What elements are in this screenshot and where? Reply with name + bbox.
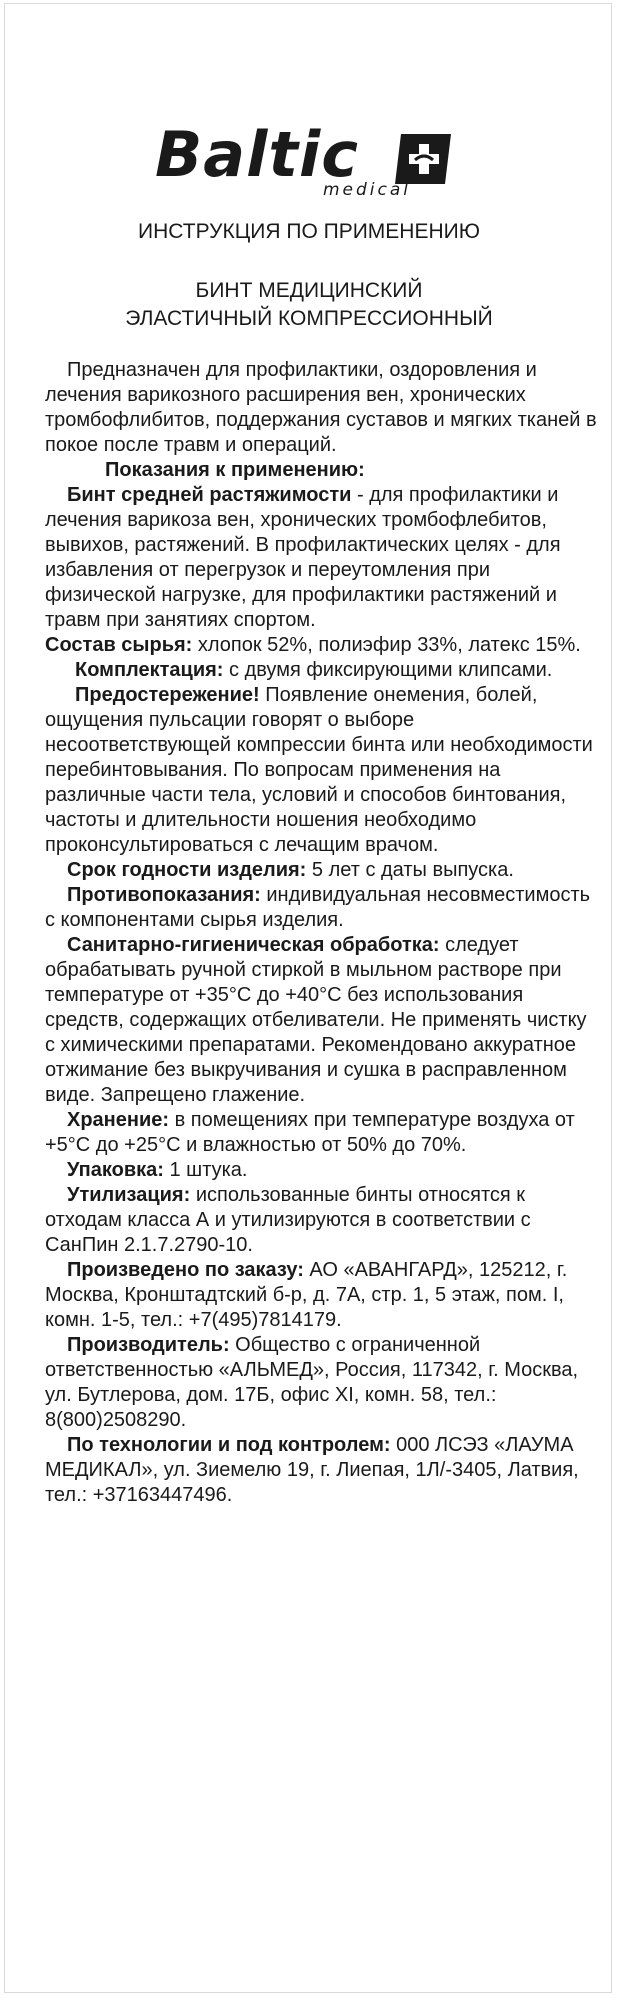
sanitary-label: Санитарно-гигиеническая обработка: xyxy=(67,934,440,956)
warning-text: Появление онемения, болей, ощущения пульсации говорят о выборе несоответствующей компрессии бинта или необходимости перебинтовывания. По вопросам применения на различные части тела, условий и способов бинтования, частоты и длительности ношения необходимо проконсультироваться с лечащим врачом. xyxy=(45,684,593,856)
disposal-label: Утилизация: xyxy=(67,1184,191,1206)
storage-paragraph xyxy=(45,1108,600,1158)
contraindications-label: Противопоказания: xyxy=(67,884,261,906)
composition-label: Состав сырья: xyxy=(45,634,193,656)
indications-text: - для профилактики и лечения варикоза вен, хронических тромбофлебитов, вывихов, растяжений. В профилактических целях - для избавления от перегрузок и переутомления при физической нагрузке, для профилактики растяжений и травм при занятиях спортом. xyxy=(45,484,561,631)
contraindications-paragraph xyxy=(45,883,600,933)
ordered-by-paragraph xyxy=(45,1258,600,1333)
kit-label: Комплектация: xyxy=(75,659,224,681)
technology-label: По технологии и под контролем: xyxy=(67,1434,391,1456)
sanitary-text: следует обрабатывать ручной стиркой в мыльном растворе при температуре от +35°С до +40°С без использования средств, содержащих отбеливатели. Не применять чистку с химическими препаратами. Рекомендовано аккуратное отжимание без выкручивания и сушка в расправленном виде. Запрещено глажение. xyxy=(45,934,587,1106)
shelf-life-label: Срок годности изделия: xyxy=(67,859,307,881)
contraindications-text: индивидуальная несовместимость с компонентами сырья изделия. xyxy=(45,884,591,931)
brand-subtitle: medical xyxy=(323,180,412,200)
brand-name: Baltic xyxy=(155,118,359,191)
product-title-line2: ЭЛАСТИЧНЫЙ КОМПРЕССИОННЫЙ xyxy=(125,307,493,330)
shelf-life-text: 5 лет с даты выпуска. xyxy=(306,859,514,881)
indications-label: Бинт средней растяжимости xyxy=(67,484,352,506)
ordered-by-label: Произведено по заказу: xyxy=(67,1259,304,1281)
manufacturer-text: Общество с ограниченной ответственностью «АЛЬМЕД», Россия, 117342, г. Москва, ул. Бутлерова, дом. 17Б, офис XI, комн. 58, тел.: 8(800)2508290. xyxy=(45,1334,579,1431)
technology-paragraph xyxy=(45,1433,600,1508)
product-title-line1: БИНТ МЕДИЦИНСКИЙ xyxy=(195,279,423,302)
kit-text: с двумя фиксирующими клипсами. xyxy=(223,659,553,681)
package-label: Упаковка: xyxy=(67,1159,164,1181)
instruction-heading: ИНСТРУКЦИЯ ПО ПРИМЕНЕНИЮ xyxy=(138,220,480,243)
composition-text: хлопок 52%, полиэфир 33%, латекс 15%. xyxy=(192,634,581,656)
disposal-text: использованные бинты относятся к отходам класса А и утилизируются в соответствии с СанПин 2.1.7.2790-10. xyxy=(45,1184,531,1256)
technology-text: 000 ЛСЭЗ «ЛАУМА МЕДИКАЛ», ул. Зиемелю 19, г. Лиепая, 1Л/-3405, Латвия, тел.: +37163447496. xyxy=(45,1434,579,1506)
instruction-leaflet xyxy=(4,3,612,1993)
ordered-by-text: АО «АВАНГАРД», 125212, г. Москва, Кронштадтский б-р, д. 7А, стр. 1, 5 этаж, пом. I, комн. 1-5, тел.: +7(495)7814179. xyxy=(45,1259,568,1331)
storage-label: Хранение: xyxy=(67,1109,170,1131)
manufacturer-label: Производитель: xyxy=(67,1334,230,1356)
shelf-life-paragraph xyxy=(45,858,600,883)
storage-text: в помещениях при температуре воздуха от +5°С до +25°С и влажностью от 50% до 70%. xyxy=(45,1109,575,1156)
indications-paragraph xyxy=(45,483,600,633)
intro-paragraph: Предназначен для профилактики, оздоровления и лечения варикозного расширения вен, хронических тромбофлибитов, поддержания суставов и мягких тканей в покое после травм и операций. xyxy=(45,359,597,456)
composition-paragraph xyxy=(45,633,600,658)
warning-label: Предостережение! xyxy=(75,684,260,706)
disposal-paragraph xyxy=(45,1183,600,1258)
warning-paragraph xyxy=(45,683,600,858)
manufacturer-paragraph xyxy=(45,1333,600,1433)
package-paragraph xyxy=(45,1158,600,1183)
brand-logo xyxy=(155,118,475,202)
sanitary-paragraph xyxy=(45,933,600,1108)
package-text: 1 штука. xyxy=(163,1159,248,1181)
instruction-body xyxy=(45,358,600,1508)
kit-paragraph xyxy=(45,658,600,683)
indications-heading: Показания к применению: xyxy=(105,459,365,481)
